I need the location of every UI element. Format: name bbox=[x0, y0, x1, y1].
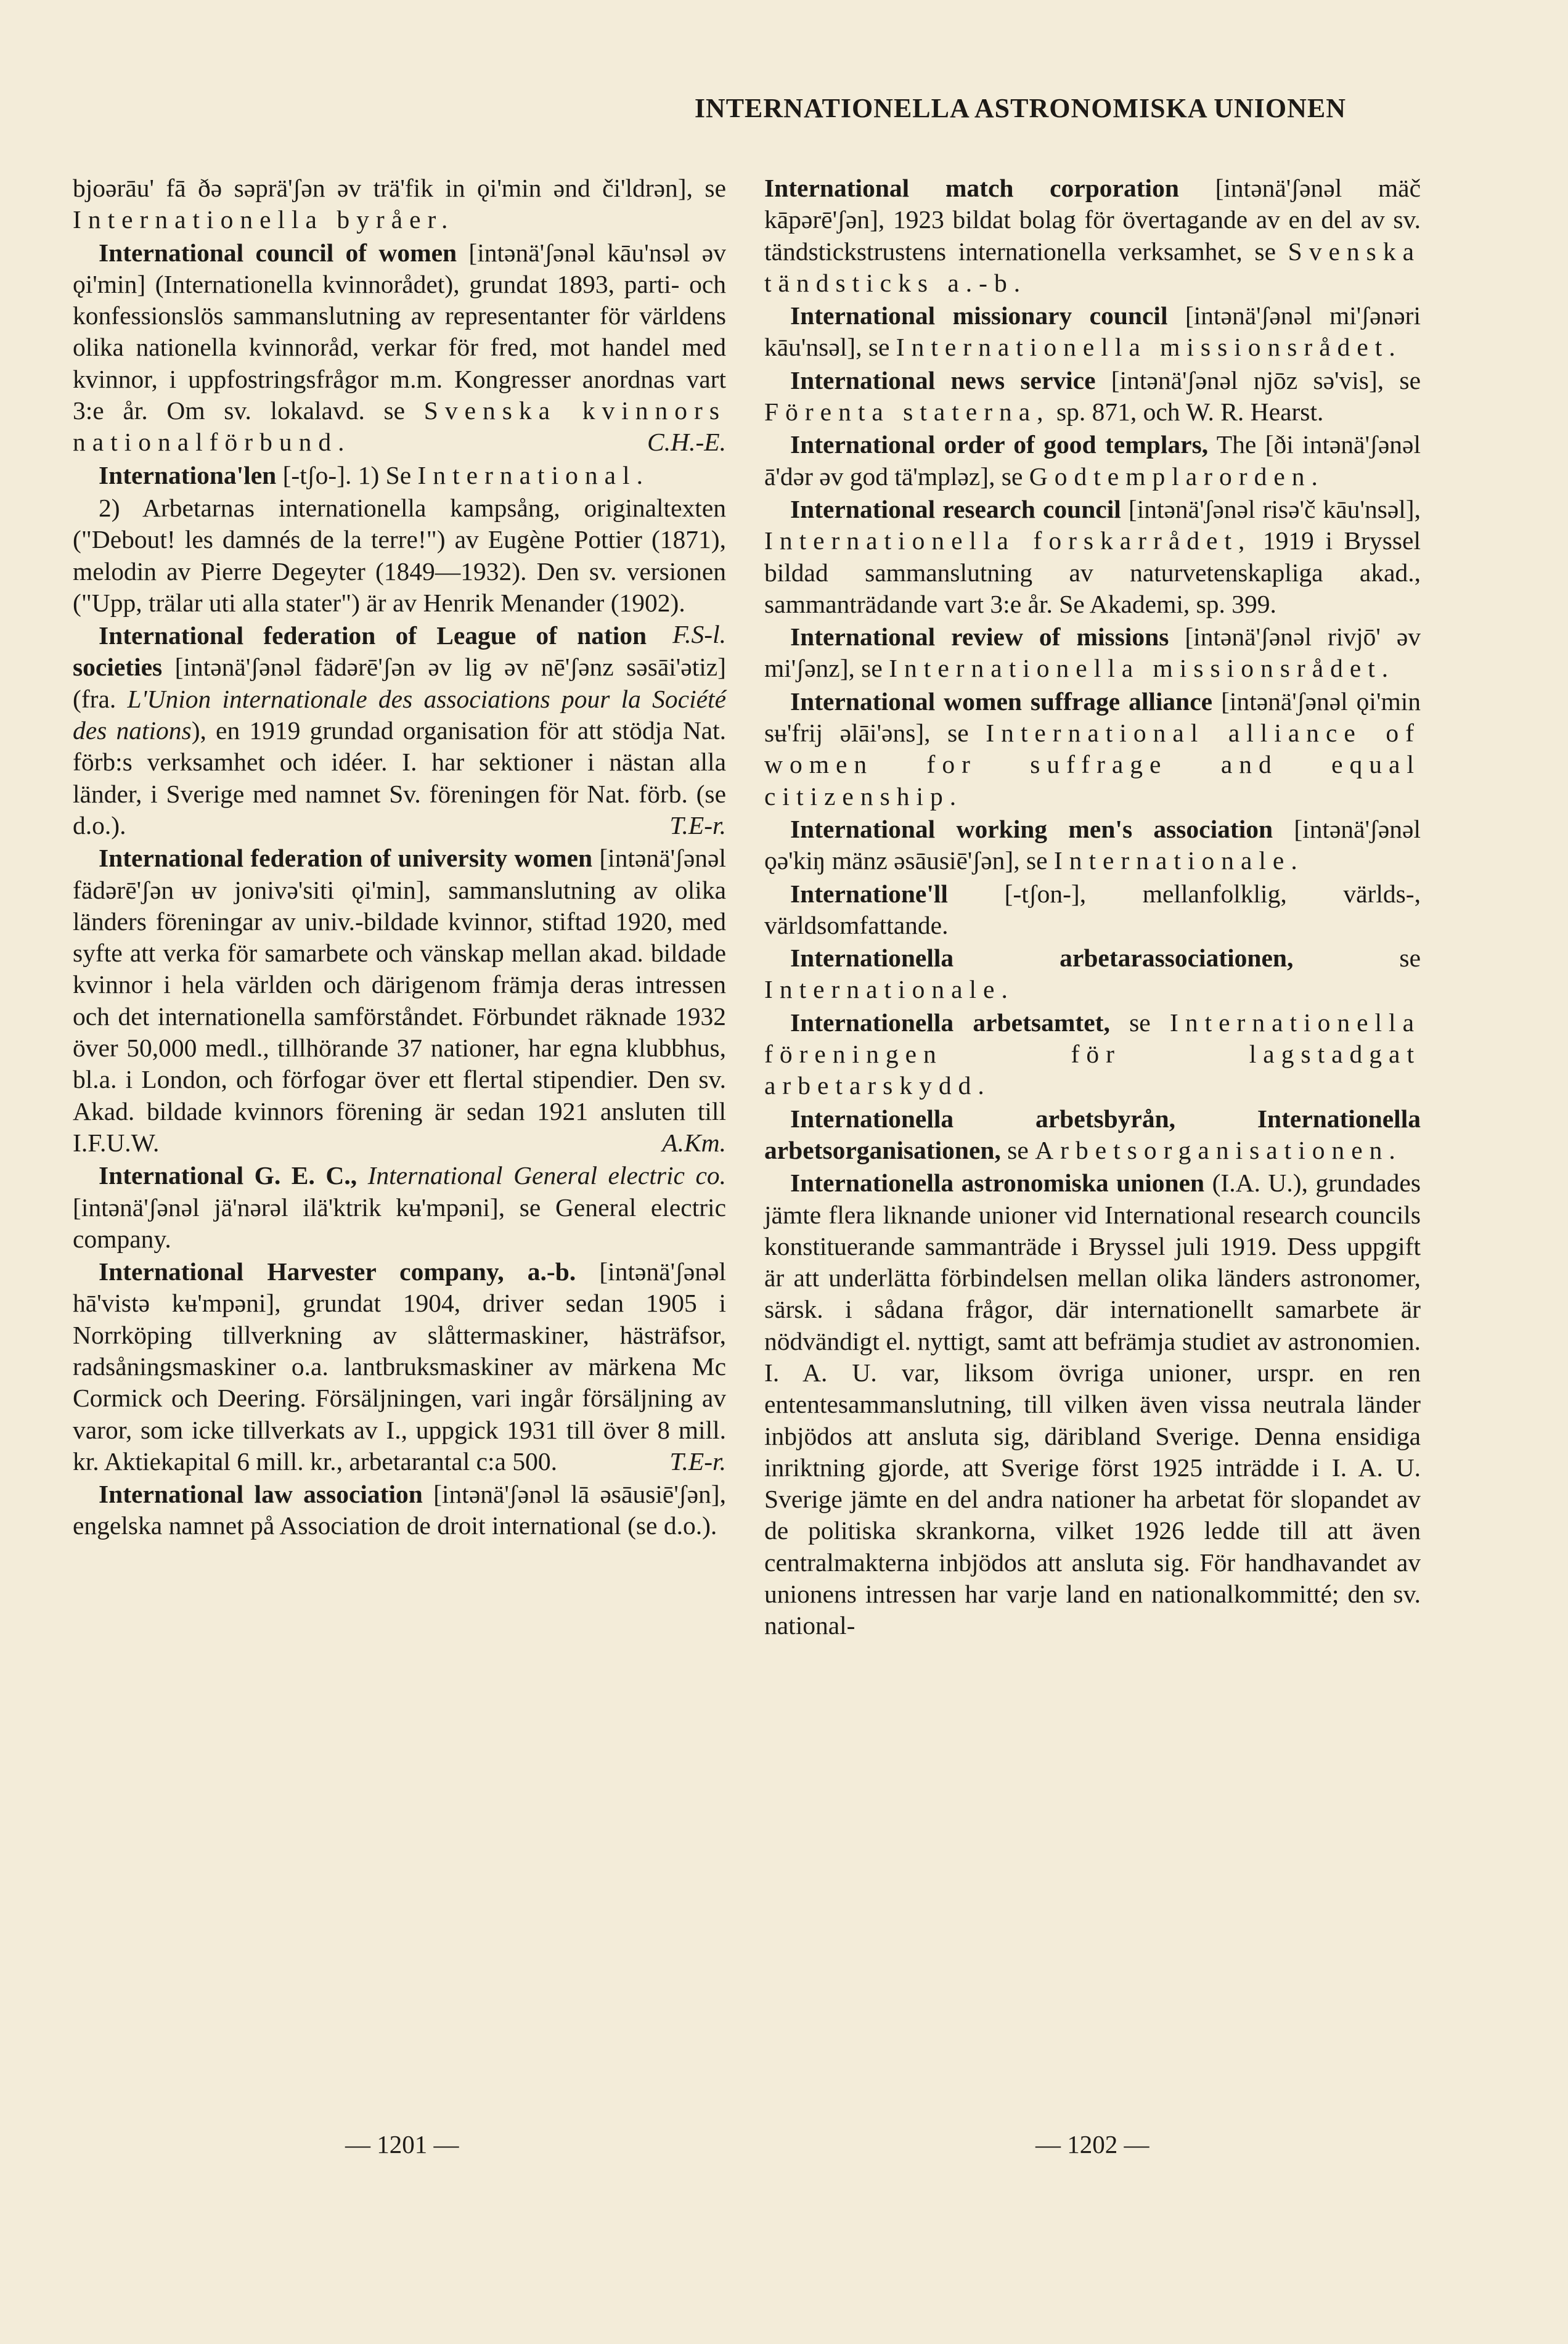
entry-cross-reference: International alliance of women for suffrage and equal citizenship. bbox=[764, 719, 1421, 811]
entry-cross-reference: Internationale. bbox=[764, 975, 1015, 1004]
entry-cross-reference: Internationella byråer. bbox=[73, 205, 455, 234]
entry-text-continued: ), en 1919 grundad organisation för att stödja Nat. förb:s verksamhet och idéer. I. har sektioner i nästan alla länder, i Sverige med namnet Sv. föreningen för Nat. förb. (se d.o.). bbox=[73, 716, 726, 839]
entry-text: [intənä'ʃənəl fädərē'ʃən əv lig əv nē'ʃənz səsāi'ətiz] (fra. bbox=[73, 653, 726, 713]
left-page-number: — 1201 — bbox=[345, 2130, 459, 2158]
entry-text: se bbox=[1293, 944, 1421, 973]
dictionary-entry bbox=[73, 1256, 726, 1477]
entry-headword: International women suffrage alliance bbox=[790, 687, 1213, 716]
entry-headword: International order of good templars, bbox=[790, 430, 1209, 459]
entry-headword: International research council bbox=[790, 494, 1121, 523]
entry-headword: International missionary council bbox=[790, 301, 1168, 330]
entry-headword: Internationa'len bbox=[99, 460, 277, 489]
entry-text: [intənä'ʃənəl mäč kāpərē'ʃən], 1923 bildat bolag för övertagande av en del av sv. tändstickstrustens internationella verksamhet, se bbox=[764, 174, 1421, 266]
entry-italic-title: International General electric co. bbox=[367, 1161, 727, 1190]
dictionary-entry bbox=[73, 620, 726, 841]
dictionary-entry bbox=[764, 686, 1421, 812]
dictionary-entry bbox=[764, 621, 1421, 685]
entry-text: 2) Arbetarnas internationella kampsång, originaltexten ("Debout! les damnés de la terre!") av Eugène Pottier (1871), melodin av Pierre Degeyter (1849—1932). Den sv. versionen ("Upp, trälar uti alla stater") är av Henrik Menander (1902). bbox=[73, 493, 726, 617]
entry-text: (I.A. U.), grundades jämte flera liknande unioner vid International research councils konstituerande sammanträde i Bryssel juli 1919. Dess uppgift är att underlätta förbindelsen mellan olika länders astronomer, särsk. i sådana frågor, där internationellt samarbete är nödvändigt el. nyttigt, samt att befrämja studiet av astronomien. I. A. U. var, liksom övriga unioner, urspr. en ren ententesammanslutning, till vilken även vissa neutrala länder inbjödos att ansluta sig, däribland Sverige. Denna ensidiga inriktning gjorde, att Sverige först 1925 inträdde i I. A. U. Sverige jämte en del andra nationer ha arbetat för slopandet av de politiska skrankorna, vilket 1926 ledde till att även centralmakterna inbjödos att ansluta sig. För handhavandet av unionens intressen har varje land en nationalkommitté; den sv. national- bbox=[764, 1169, 1421, 1640]
dictionary-entry bbox=[73, 843, 726, 1159]
entry-headword: International working men's association bbox=[790, 814, 1273, 843]
entry-headword: International Harvester company, a.-b. bbox=[99, 1257, 576, 1286]
entry-text: [intənä'ʃənəl ǫi'min sʉ'frij əlāi'əns], se bbox=[764, 687, 1421, 748]
entry-text bbox=[357, 1161, 368, 1190]
dictionary-entry bbox=[73, 460, 726, 491]
entry-headword: International law association bbox=[99, 1480, 423, 1509]
entry-cross-reference: Godtemplarorden. bbox=[1029, 462, 1325, 491]
entry-italic-title: L'Union internationale des associations pour la Société des nations bbox=[73, 684, 726, 745]
dictionary-entry bbox=[73, 237, 726, 459]
entry-text: [-tʃo-]. 1) Se bbox=[276, 460, 418, 489]
dictionary-entry bbox=[764, 1167, 1421, 1641]
entry-headword: International review of missions bbox=[790, 623, 1169, 651]
entry-signature: A.Km. bbox=[662, 1128, 726, 1157]
entry-cross-reference: Svenska kvinnors nationalförbund. bbox=[73, 396, 726, 457]
entry-headword: International G. E. C., bbox=[99, 1161, 357, 1190]
entry-text: [intənä'ʃənəl lā əsāusiē'ʃən], engelska namnet på Association de droit international (se d.o.). bbox=[73, 1480, 726, 1540]
dictionary-entry bbox=[73, 1479, 726, 1542]
left-column bbox=[73, 173, 726, 1543]
dictionary-entry bbox=[764, 942, 1421, 1006]
entry-text: [intənä'ʃənəl njōz sə'vis], se bbox=[1095, 365, 1421, 394]
entry-text: [intənä'ʃənəl risə'č kāu'nsəl], bbox=[1121, 494, 1421, 523]
entry-cross-reference: Förenta staterna, bbox=[764, 398, 1050, 427]
entry-text-continued: 1919 i Bryssel bildad sammanslutning av naturvetenskapliga akad., sammanträdande vart 3:e år. Se Akademi, sp. 399. bbox=[764, 526, 1421, 618]
dictionary-entry bbox=[764, 878, 1421, 942]
dictionary-entry bbox=[764, 429, 1421, 492]
entry-text: [intənä'ʃənəl mi'ʃənəri kāu'nsəl], se bbox=[764, 301, 1421, 362]
dictionary-entry bbox=[764, 1007, 1421, 1102]
entry-text-continued: [intənä'ʃənəl jä'nərəl ilä'ktrik kʉ'mpəni], se General electric company. bbox=[73, 1193, 726, 1253]
entry-text: [intənä'ʃənəl fädərē'ʃən ʉv jonivə'siti ǫi'min], sammanslutning av olika länders föreningar av univ.-bildade kvinnor, stiftad 1920, med syfte att verka för samarbete och vänskap mellan akad. bildade kvinnor i hela världen och därigenom främja deras intressen och det internationella samförståndet. Förbundet räknade 1932 över 50,000 medl., tillhörande 37 nationer, har egna klubbhus, bl.a. i London, och förfogar över ett flertal stipendier. Den sv. Akad. bildade kvinnors förening är sedan 1921 ansluten till I.F.U.W. bbox=[73, 844, 726, 1157]
entry-text: bjoərāu' fā ðə səprä'ʃən əv trä'fik in ǫi'min ənd či'ldrən], se bbox=[73, 174, 726, 202]
entry-cross-reference: International. bbox=[417, 460, 650, 489]
entry-headword: International federation of university women bbox=[99, 844, 593, 873]
dictionary-entry bbox=[764, 173, 1421, 299]
entry-text: se bbox=[1109, 1008, 1170, 1037]
entry-signature: T.E-r. bbox=[669, 811, 726, 839]
entry-headword: Internationella astronomiska unionen bbox=[790, 1169, 1205, 1198]
entry-signature: C.H.-E. bbox=[647, 428, 726, 457]
dictionary-entry bbox=[764, 814, 1421, 877]
right-column bbox=[764, 173, 1421, 1643]
entry-text: [intənä'ʃənəl hā'vistə kʉ'mpəni], grundat 1904, driver sedan 1905 i Norrköping tillverkning av slåttermaskiner, hästräfsor, radsåningsmaskiner o.a. lantbruksmaskiner av märkena Mc Cormick och Deering. Försäljningen, vari ingår försäljning av varor, som icke tillverkats av I., uppgick 1931 till över 8 mill. kr. Aktiekapital 6 mill. kr., arbetarantal c:a 500. bbox=[73, 1257, 726, 1476]
entry-headword: International news service bbox=[790, 365, 1096, 394]
entry-text: [intənä'ʃənəl rivjō' əv mi'ʃənz], se bbox=[764, 623, 1421, 683]
dictionary-entry bbox=[764, 494, 1421, 620]
entry-headword: Internatione'll bbox=[790, 879, 948, 908]
entry-cross-reference: Internationale. bbox=[1053, 846, 1304, 875]
entry-text: [intənä'ʃənəl ǫə'kiŋ mänz əsāusiē'ʃən], se bbox=[764, 814, 1421, 875]
entry-signature: T.E-r. bbox=[669, 1447, 726, 1476]
entry-headword: Internationella arbetarassociationen, bbox=[790, 944, 1294, 973]
entry-cross-reference: Arbetsorganisationen. bbox=[1035, 1135, 1402, 1164]
dictionary-entry bbox=[764, 1103, 1421, 1167]
entry-text: [intənä'ʃənəl kāu'nsəl əv ǫi'min] (Internationella kvinnorådet), grundat 1893, parti- och konfessionslös sammanslutning av representanter för världens olika nationella kvinnoråd, verkar för fred, mot handel med kvinnor, i uppfostringsfrågor m.m. Kongresser anordnas vart 3:e år. Om sv. lokalavd. se bbox=[73, 238, 726, 425]
entry-cross-reference: Internationella föreningen för lagstadgat arbetarskydd. bbox=[764, 1008, 1421, 1100]
entry-text: se bbox=[1000, 1135, 1035, 1164]
entry-headword: International council of women bbox=[99, 238, 457, 267]
entry-text: [-tʃon-], mellanfolklig, världs-, världsomfattande. bbox=[764, 879, 1421, 939]
entry-text: The [ði intənä'ʃənəl ā'dər əv god tä'mpləz], se bbox=[764, 430, 1421, 491]
entry-cross-reference: Internationella missionsrådet. bbox=[896, 333, 1402, 362]
running-head: INTERNATIONELLA ASTRONOMISKA UNIONEN bbox=[694, 93, 1346, 123]
dictionary-entry bbox=[764, 300, 1421, 364]
entry-signature: F.S-l. bbox=[672, 620, 726, 649]
dictionary-entry bbox=[73, 492, 726, 649]
right-page-number: — 1202 — bbox=[1035, 2130, 1149, 2158]
dictionary-entry bbox=[764, 365, 1421, 428]
dictionary-entry bbox=[73, 173, 726, 236]
entry-cross-reference: Svenska tändsticks a.-b. bbox=[764, 237, 1421, 297]
entry-headword: Internationella arbetsbyrån, Internationella arbetsorganisationen, bbox=[764, 1104, 1421, 1164]
entry-cross-reference: Internationella forskarrådet, bbox=[764, 526, 1252, 555]
dictionary-entry bbox=[73, 1160, 726, 1255]
entry-text-continued: sp. 871, och W. R. Hearst. bbox=[1050, 398, 1324, 427]
entry-headword: International federation of League of nation societies bbox=[73, 621, 647, 682]
entry-cross-reference: Internationella missionsrådet. bbox=[889, 654, 1395, 683]
entry-headword: International match corporation bbox=[764, 174, 1179, 202]
entry-headword: Internationella arbetsamtet, bbox=[790, 1008, 1110, 1037]
